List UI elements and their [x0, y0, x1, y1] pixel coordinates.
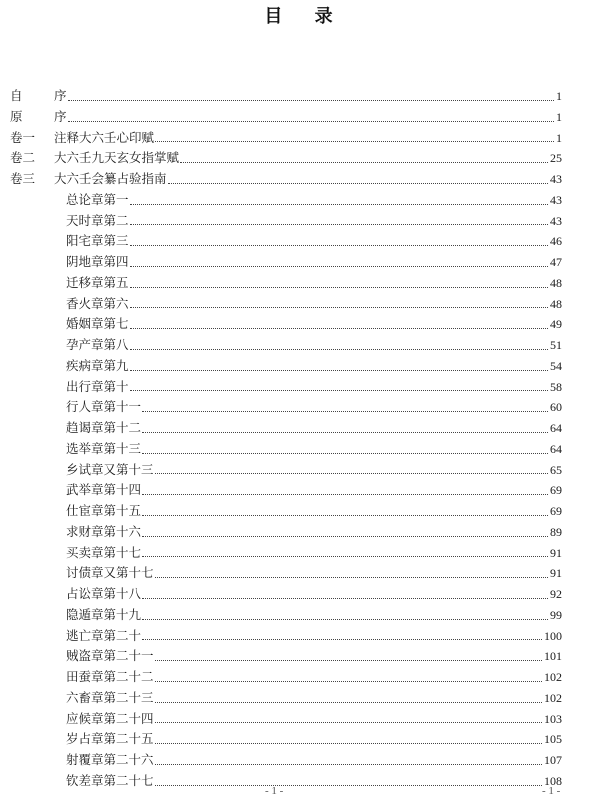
toc-page-number: 43: [549, 169, 562, 190]
toc-entry-title: 买卖章第十七: [66, 543, 142, 564]
toc-entry-title: 总论章第一: [66, 190, 130, 211]
toc-page-number: 65: [549, 460, 562, 481]
toc-entry-title: 婚姻章第七: [66, 314, 130, 335]
toc-entry-title: 钦差章第二十七: [66, 771, 155, 792]
toc-entry[interactable]: [0, 418, 598, 439]
toc-entry[interactable]: [0, 563, 598, 584]
toc-entry[interactable]: [0, 667, 598, 688]
toc-page-number: 102: [543, 688, 562, 709]
page-number-right: - 1 -: [542, 785, 561, 797]
toc-page-number: 107: [543, 750, 562, 771]
toc-entry-title: 选举章第十三: [66, 439, 142, 460]
toc-entry-title: 大六壬九天玄女指掌赋: [54, 148, 180, 169]
toc-page-wrap: [54, 377, 562, 398]
toc-entry-title: 迁移章第五: [66, 273, 130, 294]
toc-entry[interactable]: [0, 688, 598, 709]
toc-entry[interactable]: [0, 605, 598, 626]
toc-entry-title: 序: [54, 86, 68, 107]
toc-entry-title: 出行章第十: [66, 377, 130, 398]
toc-entry-title: 孕产章第八: [66, 335, 130, 356]
toc-page-number: 43: [549, 190, 562, 211]
toc-entry-title: 隐遁章第十九: [66, 605, 142, 626]
toc-page-wrap: [54, 522, 562, 543]
toc-page-number: 1: [555, 128, 562, 149]
toc-page-wrap: [54, 543, 562, 564]
toc-entry[interactable]: [0, 190, 598, 211]
toc-entry-title: 香火章第六: [66, 294, 130, 315]
toc-entry-title: 注释大六壬心印赋: [54, 128, 155, 149]
toc-page-wrap: [54, 356, 562, 377]
toc-page-number: 108: [543, 771, 562, 792]
toc-page-wrap: [54, 605, 562, 626]
toc-entry-title: 行人章第十一: [66, 397, 142, 418]
toc-page-wrap: [54, 335, 562, 356]
toc-page-wrap: [54, 418, 562, 439]
toc-page-wrap: [54, 439, 562, 460]
toc-entry-title: 田蚕章第二十二: [66, 667, 155, 688]
toc-entry-title: 仕宦章第十五: [66, 501, 142, 522]
toc-page-number: 91: [549, 543, 562, 564]
toc-page-number: 89: [549, 522, 562, 543]
toc-page-number: 99: [549, 605, 562, 626]
page-footer: [0, 785, 598, 799]
toc-entry[interactable]: [0, 211, 598, 232]
toc-entry-title: 讨债章又第十七: [66, 563, 155, 584]
toc-page-wrap: [54, 480, 562, 501]
toc-entry-title: 趋谒章第十二: [66, 418, 142, 439]
toc-page-wrap: [54, 294, 562, 315]
toc-page-number: 105: [543, 729, 562, 750]
toc-page-wrap: [54, 729, 562, 750]
toc-entry-title: 岁占章第二十五: [66, 729, 155, 750]
toc-entry[interactable]: [0, 729, 598, 750]
toc-entry[interactable]: [0, 335, 598, 356]
toc-page-wrap: [54, 626, 562, 647]
toc-page-wrap: [54, 750, 562, 771]
toc-page-wrap: [54, 501, 562, 522]
toc-page-wrap: [54, 211, 562, 232]
toc-page-wrap: [54, 688, 562, 709]
toc-entry[interactable]: [0, 231, 598, 252]
toc-entry[interactable]: [0, 148, 598, 169]
toc-entry-title: 疾病章第九: [66, 356, 130, 377]
toc-entry-title: 占讼章第十八: [66, 584, 142, 605]
toc-page-wrap: [54, 314, 562, 335]
toc-entry[interactable]: [0, 709, 598, 730]
toc-page-number: 47: [549, 252, 562, 273]
toc-volume-label: 卷二: [10, 150, 36, 166]
toc-entry[interactable]: [0, 397, 598, 418]
toc-page-wrap: [54, 646, 562, 667]
toc-page-wrap: [54, 397, 562, 418]
toc-page-number: 64: [549, 418, 562, 439]
toc-entry[interactable]: [0, 128, 598, 149]
toc-page-wrap: [54, 709, 562, 730]
toc-page-number: 100: [543, 626, 562, 647]
toc-entry[interactable]: [0, 107, 598, 128]
toc-entry[interactable]: [0, 646, 598, 667]
toc-page-number: 69: [549, 501, 562, 522]
toc-entry-title: 贼盗章第二十一: [66, 646, 155, 667]
toc-page-number: 49: [549, 314, 562, 335]
toc-entry-title: 天时章第二: [66, 211, 130, 232]
toc-entry[interactable]: [0, 314, 598, 335]
toc-page-wrap: [54, 86, 562, 107]
page-number-center: - 1 -: [265, 785, 284, 797]
toc-entry[interactable]: [0, 439, 598, 460]
toc-entry-title: 应候章第二十四: [66, 709, 155, 730]
toc-page-number: 102: [543, 667, 562, 688]
toc-entry[interactable]: [0, 460, 598, 481]
toc-entry[interactable]: [0, 294, 598, 315]
toc-page-number: 25: [549, 148, 562, 169]
toc-page-wrap: [54, 584, 562, 605]
toc-page-wrap: [54, 148, 562, 169]
toc-page-number: 60: [549, 397, 562, 418]
toc-page-wrap: [54, 273, 562, 294]
toc-entry-title: 序: [54, 107, 68, 128]
toc-entry[interactable]: [0, 584, 598, 605]
toc-page-number: 54: [549, 356, 562, 377]
toc-entry-title: 逃亡章第二十: [66, 626, 142, 647]
toc-entry-title: 武举章第十四: [66, 480, 142, 501]
toc-page-wrap: [54, 667, 562, 688]
toc-page-number: 51: [549, 335, 562, 356]
table-of-contents: [0, 86, 598, 792]
toc-entry[interactable]: [0, 626, 598, 647]
toc-entry[interactable]: [0, 273, 598, 294]
toc-page-number: 91: [549, 563, 562, 584]
toc-entry-title: 阳宅章第三: [66, 231, 130, 252]
toc-page-number: 46: [549, 231, 562, 252]
toc-entry[interactable]: [0, 377, 598, 398]
toc-entry-title: 大六壬会纂占验指南: [54, 169, 168, 190]
toc-entry-title: 阴地章第四: [66, 252, 130, 273]
toc-page-number: 92: [549, 584, 562, 605]
toc-volume-label: 自: [10, 88, 23, 103]
toc-page-wrap: [54, 190, 562, 211]
toc-entry[interactable]: [0, 522, 598, 543]
toc-volume-label: 卷一: [10, 129, 36, 145]
toc-entry-title: 乡试章又第十三: [66, 460, 155, 481]
toc-entry-title: 求财章第十六: [66, 522, 142, 543]
toc-entry[interactable]: [0, 750, 598, 771]
toc-page-number: 1: [555, 86, 562, 107]
toc-page-wrap: [54, 563, 562, 584]
toc-entry[interactable]: [0, 86, 598, 107]
toc-page-wrap: [54, 231, 562, 252]
toc-page-number: 64: [549, 439, 562, 460]
toc-entry-title: 六畜章第二十三: [66, 688, 155, 709]
toc-page-number: 48: [549, 273, 562, 294]
toc-page-wrap: [54, 107, 562, 128]
toc-entry[interactable]: [0, 356, 598, 377]
toc-entry[interactable]: [0, 480, 598, 501]
toc-page-wrap: [54, 460, 562, 481]
toc-page-wrap: [54, 169, 562, 190]
toc-page-number: 58: [549, 377, 562, 398]
toc-page-number: 1: [555, 107, 562, 128]
toc-entry[interactable]: [0, 543, 598, 564]
page-title: 目 录: [264, 6, 334, 27]
toc-page-number: 69: [549, 480, 562, 501]
toc-page-wrap: [54, 252, 562, 273]
toc-page-number: 43: [549, 211, 562, 232]
toc-volume-label: 卷三: [10, 171, 36, 186]
toc-volume-label: 原: [10, 108, 23, 124]
toc-page-wrap: [54, 128, 562, 149]
toc-entry[interactable]: [0, 169, 598, 190]
toc-entry[interactable]: [0, 252, 598, 273]
toc-entry-title: 射覆章第二十六: [66, 750, 155, 771]
toc-entry[interactable]: [0, 501, 598, 522]
toc-page-number: 48: [549, 294, 562, 315]
toc-page-number: 103: [543, 709, 562, 730]
toc-page-number: 101: [543, 646, 562, 667]
